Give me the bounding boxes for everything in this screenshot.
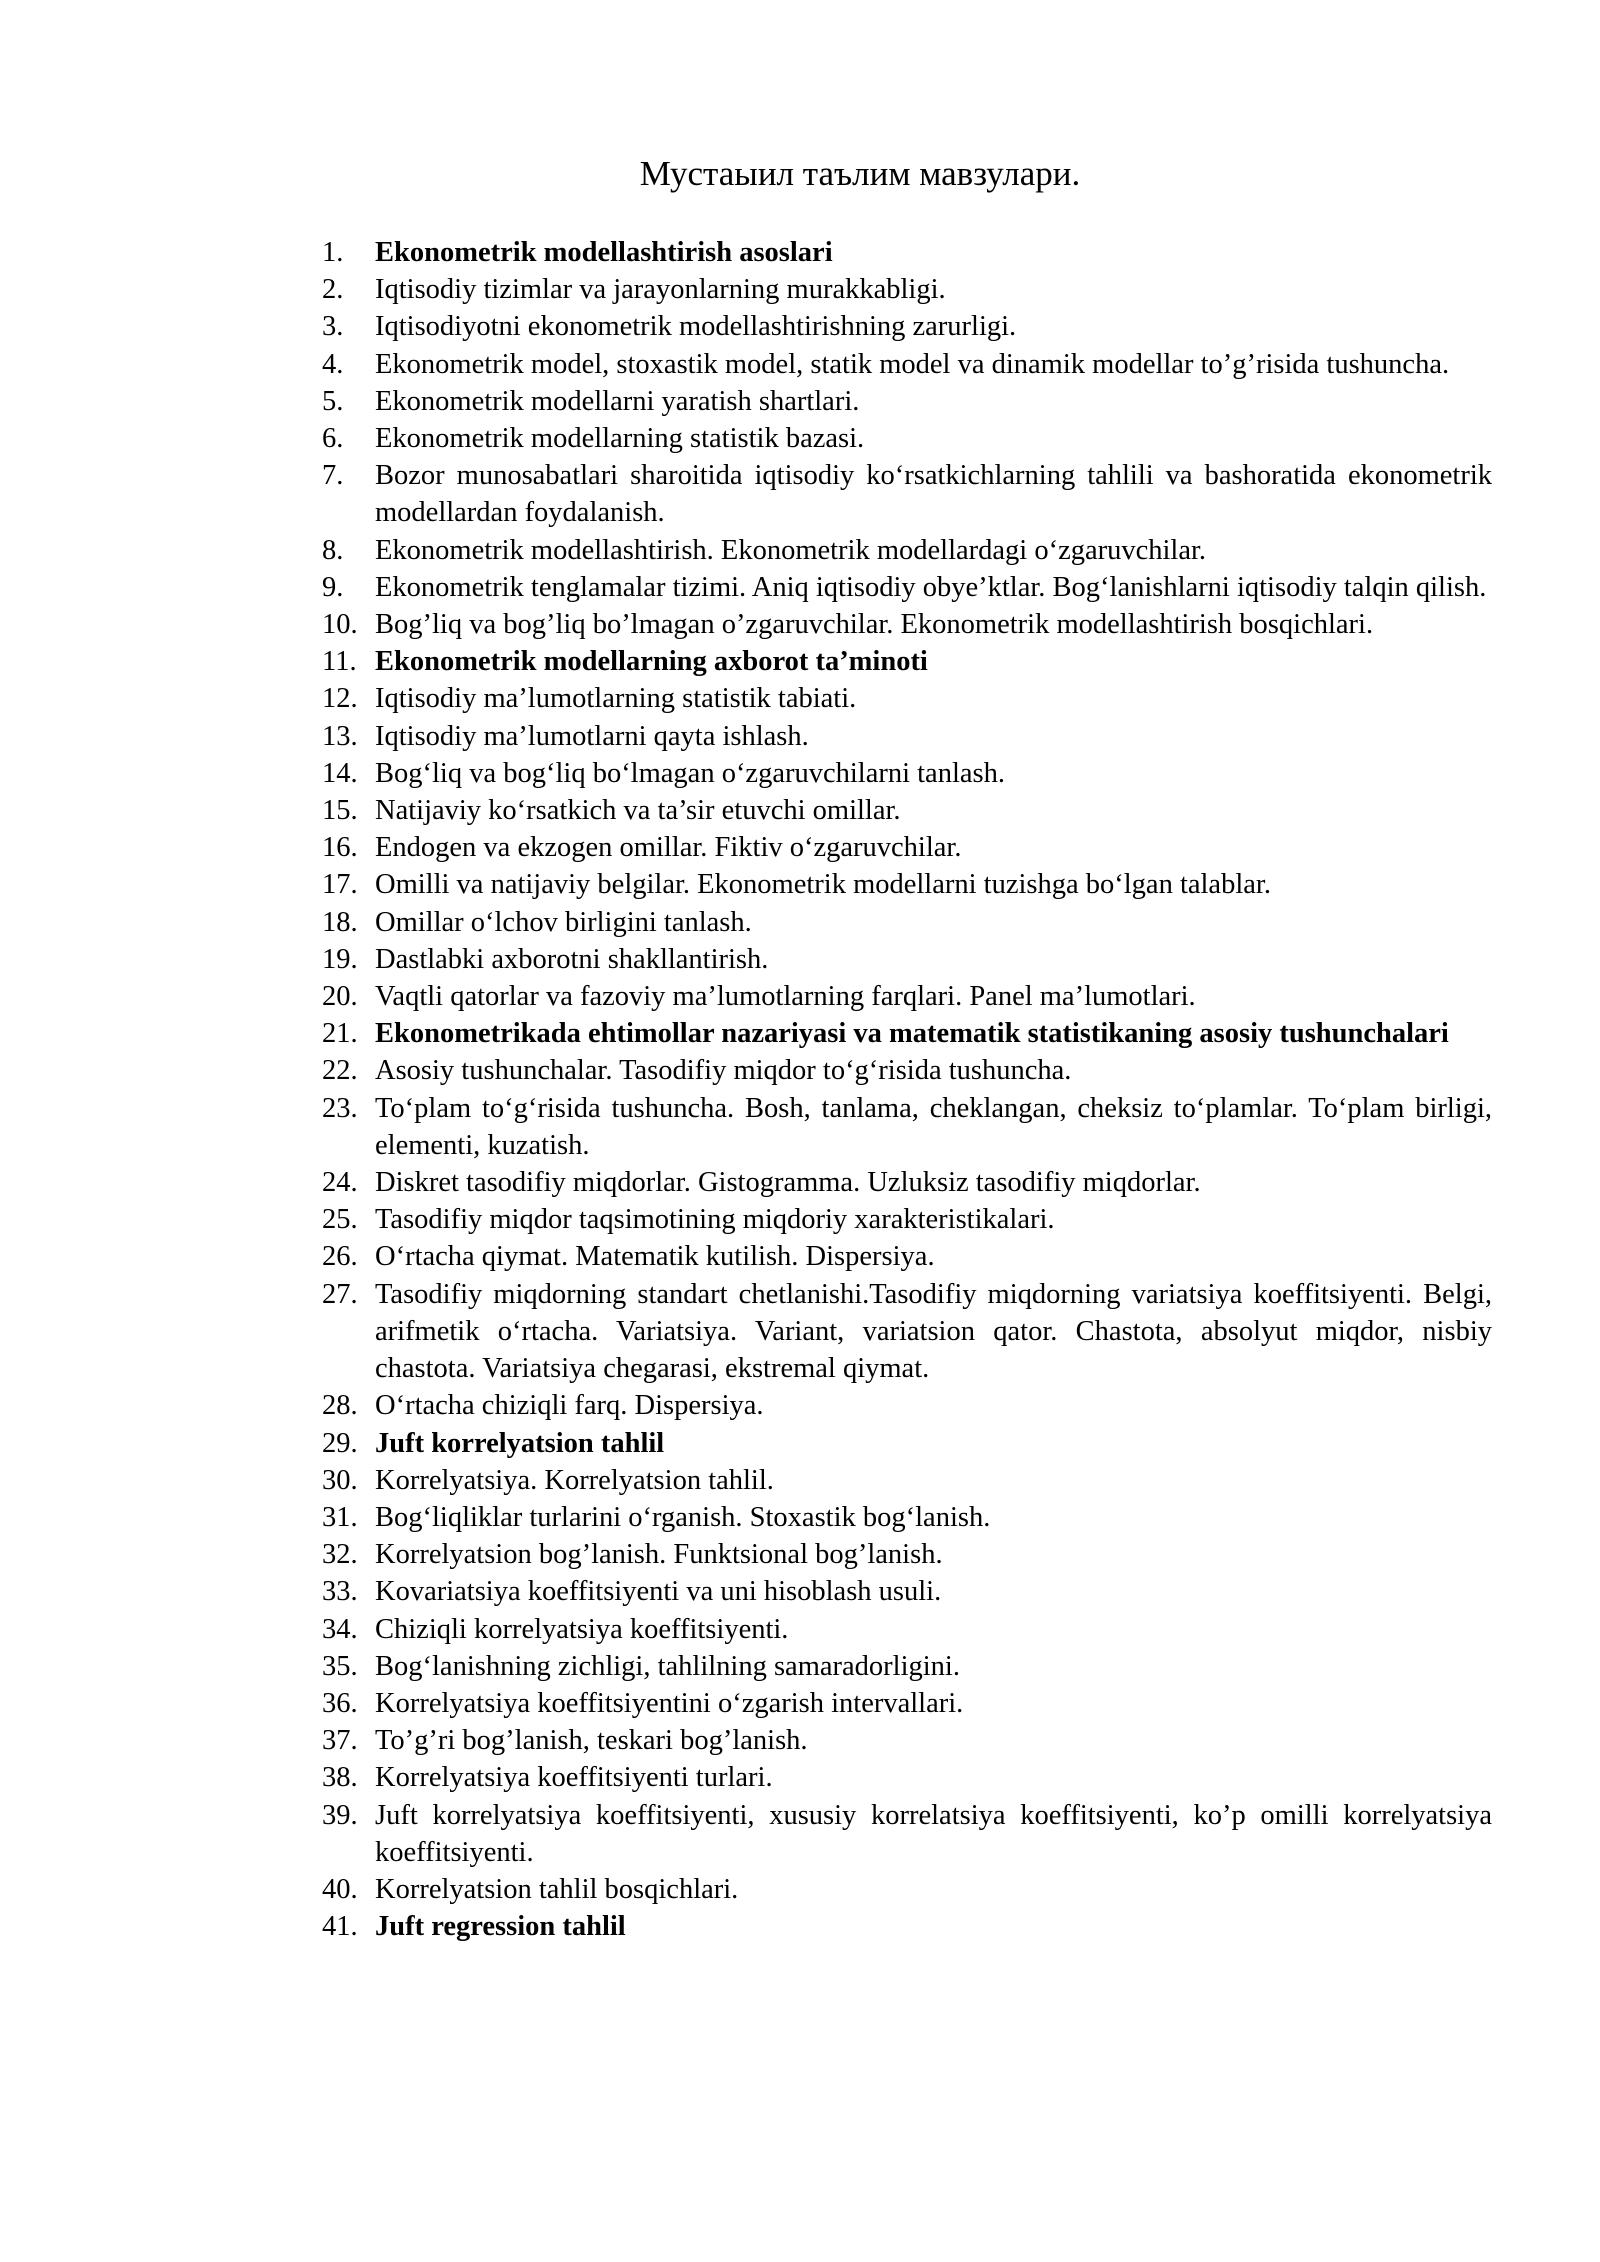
item-text: O‘rtacha chiziqli farq. Dispersiya. xyxy=(375,1390,764,1422)
item-text: Ekonometrik tenglamalar tizimi. Aniq iqtisodiy obye’ktlar. Bog‘lanishlarni iqtisodiy talqin qilish. xyxy=(375,571,1487,603)
item-number: 39. xyxy=(322,1799,358,1831)
item-text: Diskret tasodifiy miqdorlar. Gistogramma. Uzluksiz tasodifiy miqdorlar. xyxy=(375,1167,1201,1199)
item-number: 9. xyxy=(322,571,344,603)
item-number: 31. xyxy=(322,1501,358,1533)
list-item xyxy=(322,532,1492,569)
section-heading-item xyxy=(322,1425,1492,1462)
item-text: Ekonometrik modellashtirish. Ekonometrik modellardagi o‘zgaruvchilar. xyxy=(375,534,1207,566)
list-item xyxy=(322,271,1492,308)
list-item xyxy=(322,1387,1492,1424)
item-number: 5. xyxy=(322,385,344,417)
item-number: 23. xyxy=(322,1092,358,1124)
list-item xyxy=(322,1201,1492,1238)
list-item xyxy=(322,866,1492,903)
list-item xyxy=(322,755,1492,792)
item-number: 27. xyxy=(322,1278,358,1310)
item-number: 33. xyxy=(322,1576,358,1608)
item-text: Juft korrelyatsiya koeffitsiyenti, xususiy korrelatsiya koeffitsiyenti, ko’p omilli korrelyatsiya koeffitsiyenti. xyxy=(375,1799,1492,1868)
item-text: Korrelyatsion tahlil bosqichlari. xyxy=(375,1873,739,1905)
list-item xyxy=(322,680,1492,717)
item-text: To‘plam to‘g‘risida tushuncha. Bosh, tanlama, cheklangan, cheksiz to‘plamlar. To‘plam birligi, elementi, kuzatish. xyxy=(375,1092,1492,1161)
item-text: Tasodifiy miqdorning standart chetlanishi.Tasodifiy miqdorning variatsiya koeffitsiyenti. Belgi, arifmetik o‘rtacha. Variatsiya. Variant, variatsion qator. Chastota, absolyut miqdor, nisbiy chastota. Variatsiya chegarasi, ekstremal qiymat. xyxy=(375,1278,1492,1385)
item-number: 16. xyxy=(322,832,358,864)
item-text: Bog‘liq va bog‘liq bo‘lmagan o‘zgaruvchilarni tanlash. xyxy=(375,757,1005,789)
section-heading-item xyxy=(322,643,1492,680)
item-text: Korrelyatsiya koeffitsiyentini o‘zgarish intervallari. xyxy=(375,1687,964,1719)
item-number: 7. xyxy=(322,460,344,492)
list-item xyxy=(322,829,1492,866)
item-number: 29. xyxy=(322,1427,358,1459)
item-number: 15. xyxy=(322,795,358,827)
item-text: Iqtisodiy tizimlar va jarayonlarning murakkabligi. xyxy=(375,274,946,306)
item-number: 35. xyxy=(322,1650,358,1682)
list-item xyxy=(322,978,1492,1015)
item-number: 22. xyxy=(322,1055,358,1087)
item-text: Bozor munosabatlari sharoitida iqtisodiy ko‘rsatkichlarning tahlili va bashoratida ekonometrik modellardan foydalanish. xyxy=(375,460,1492,529)
item-number: 21. xyxy=(322,1018,358,1050)
item-number: 8. xyxy=(322,534,344,566)
list-item xyxy=(322,1797,1492,1871)
item-text: Bog‘lanishning zichligi, tahlilning samaradorligini. xyxy=(375,1650,960,1682)
list-item xyxy=(322,1871,1492,1908)
item-number: 36. xyxy=(322,1687,358,1719)
list-item xyxy=(322,1536,1492,1573)
item-text: Omillar o‘lchov birligini tanlash. xyxy=(375,906,752,938)
item-number: 38. xyxy=(322,1762,358,1794)
list-item xyxy=(322,1611,1492,1648)
list-item xyxy=(322,1276,1492,1388)
list-item xyxy=(322,1090,1492,1164)
item-number: 10. xyxy=(322,609,358,641)
list-item xyxy=(322,1052,1492,1089)
item-text: Korrelyatsiya. Korrelyatsion tahlil. xyxy=(375,1464,774,1496)
section-heading-text: Juft korrelyatsion tahlil xyxy=(375,1427,665,1459)
list-item xyxy=(322,346,1492,383)
list-item xyxy=(322,1722,1492,1759)
item-text: Omilli va natijaviy belgilar. Ekonometrik modellarni tuzishga bo‘lgan talablar. xyxy=(375,869,1271,901)
item-text: Bog‘liqliklar turlarini o‘rganish. Stoxastik bog‘lanish. xyxy=(375,1501,991,1533)
list-item xyxy=(322,1648,1492,1685)
section-heading-item xyxy=(322,234,1492,271)
item-number: 37. xyxy=(322,1725,358,1757)
list-item xyxy=(322,569,1492,606)
item-text: Kovariatsiya koeffitsiyenti va uni hisoblash usuli. xyxy=(375,1576,942,1608)
item-text: Iqtisodiy ma’lumotlarning statistik tabiati. xyxy=(375,683,857,715)
section-heading-item xyxy=(322,1015,1492,1052)
item-number: 17. xyxy=(322,869,358,901)
item-number: 18. xyxy=(322,906,358,938)
item-number: 6. xyxy=(322,423,344,455)
list-item xyxy=(322,606,1492,643)
item-number: 4. xyxy=(322,348,344,380)
section-heading-text: Ekonometrik modellarning axborot ta’minoti xyxy=(375,646,928,678)
list-item xyxy=(322,1759,1492,1796)
item-text: Ekonometrik modellarning statistik bazasi. xyxy=(375,423,865,455)
item-text: Endogen va ekzogen omillar. Fiktiv o‘zgaruvchilar. xyxy=(375,832,962,864)
item-text: To’g’ri bog’lanish, teskari bog’lanish. xyxy=(375,1725,808,1757)
list-item xyxy=(322,383,1492,420)
item-number: 11. xyxy=(322,646,357,678)
item-text: Chiziqli korrelyatsiya koeffitsiyenti. xyxy=(375,1613,789,1645)
list-item xyxy=(322,792,1492,829)
item-number: 2. xyxy=(322,274,344,306)
item-number: 34. xyxy=(322,1613,358,1645)
section-heading-text: Ekonometrik modellashtirish asoslari xyxy=(375,237,833,268)
item-number: 1. xyxy=(322,237,344,268)
item-number: 3. xyxy=(322,311,344,343)
list-item xyxy=(322,904,1492,941)
item-text: Iqtisodiy ma’lumotlarni qayta ishlash. xyxy=(375,720,809,752)
item-text: Ekonometrik modellarni yaratish shartlari. xyxy=(375,385,860,417)
item-text: Korrelyatsion bog’lanish. Funktsional bog’lanish. xyxy=(375,1539,943,1571)
list-item xyxy=(322,420,1492,457)
item-number: 13. xyxy=(322,720,358,752)
section-heading-text: Juft regression tahlil xyxy=(375,1911,626,1943)
item-text: Korrelyatsiya koeffitsiyenti turlari. xyxy=(375,1762,773,1794)
item-number: 26. xyxy=(322,1241,358,1273)
section-heading-text: Ekonometrikada ehtimollar nazariyasi va matematik statistikaning asosiy tushunchalari xyxy=(375,1018,1449,1050)
page-title: Мустаыил таълим мавзулари. xyxy=(639,154,1081,193)
list-item xyxy=(322,1462,1492,1499)
item-number: 19. xyxy=(322,943,358,975)
list-item xyxy=(322,457,1492,531)
item-number: 32. xyxy=(322,1539,358,1571)
topic-list xyxy=(322,234,1492,1945)
item-text: Vaqtli qatorlar va fazoviy ma’lumotlarning farqlari. Panel ma’lumotlari. xyxy=(375,981,1196,1013)
item-number: 25. xyxy=(322,1204,358,1236)
list-item xyxy=(322,308,1492,345)
item-number: 41. xyxy=(322,1911,358,1943)
list-item xyxy=(322,1499,1492,1536)
list-item xyxy=(322,1573,1492,1610)
item-text: Bog’liq va bog’liq bo’lmagan o’zgaruvchilar. Ekonometrik modellashtirish bosqichlari. xyxy=(375,609,1374,641)
section-heading-item xyxy=(322,1908,1492,1945)
item-text: Ekonometrik model, stoxastik model, statik model va dinamik modellar to’g’risida tushuncha. xyxy=(375,348,1450,380)
item-number: 20. xyxy=(322,981,358,1013)
item-number: 14. xyxy=(322,757,358,789)
item-text: Iqtisodiyotni ekonometrik modellashtirishning zarurligi. xyxy=(375,311,1017,343)
item-number: 40. xyxy=(322,1873,358,1905)
item-number: 12. xyxy=(322,683,358,715)
item-number: 24. xyxy=(322,1167,358,1199)
item-text: Dastlabki axborotni shakllantirish. xyxy=(375,943,769,975)
item-number: 30. xyxy=(322,1464,358,1496)
list-item xyxy=(322,718,1492,755)
item-text: Tasodifiy miqdor taqsimotining miqdoriy xarakteristikalari. xyxy=(375,1204,1055,1236)
item-text: O‘rtacha qiymat. Matematik kutilish. Dispersiya. xyxy=(375,1241,935,1273)
list-item xyxy=(322,1164,1492,1201)
item-text: Natijaviy ko‘rsatkich va ta’sir etuvchi omillar. xyxy=(375,795,901,827)
item-number: 28. xyxy=(322,1390,358,1422)
list-item xyxy=(322,941,1492,978)
item-text: Asosiy tushunchalar. Tasodifiy miqdor to‘g‘risida tushuncha. xyxy=(375,1055,1072,1087)
list-item xyxy=(322,1238,1492,1275)
list-item xyxy=(322,1685,1492,1722)
